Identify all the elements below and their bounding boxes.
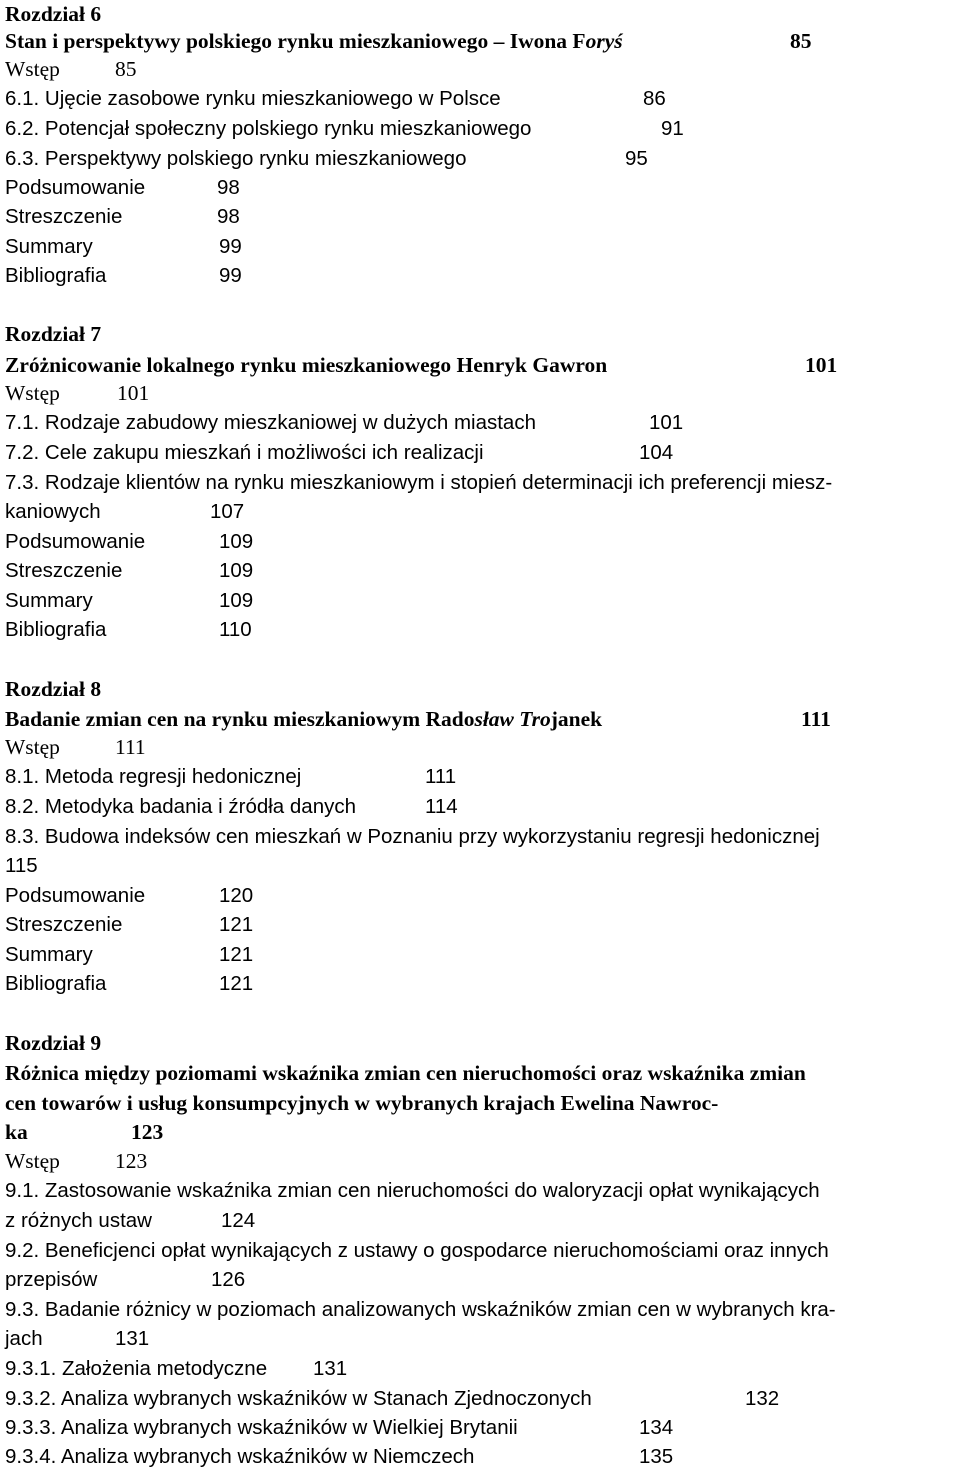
entry-text: przepisów (5, 1268, 98, 1291)
entry-page: 115 (5, 854, 38, 877)
entry-text: 8.1. Metoda regresji hedonicznej (5, 765, 302, 788)
toc-entry (5, 173, 305, 202)
entry-page: 86 (643, 87, 666, 110)
entry-page: 114 (425, 795, 458, 818)
entry-page: 95 (625, 147, 648, 170)
entry-text: 7.3. Rodzaje klientów na rynku mieszkaniowym i stopień determinacji ich preferencji miesz- (5, 471, 833, 494)
entry-text: 6.1. Ujęcie zasobowe rynku mieszkaniowego w Polsce (5, 87, 501, 110)
chapter-label: Rozdział 7 (5, 322, 102, 346)
entry-text: kaniowych (5, 500, 101, 523)
toc-entry (5, 733, 305, 762)
entry-text: Podsumowanie (5, 530, 146, 553)
entry-page: 131 (313, 1357, 348, 1380)
entry-page: 85 (115, 57, 137, 81)
entry-page: 107 (210, 500, 245, 523)
chapter-page-number: 123 (131, 1120, 164, 1144)
entry-text: 9.3.3. Analiza wybranych wskaźników w Wielkiej Brytanii (5, 1416, 518, 1439)
toc-entry (5, 527, 305, 556)
entry-page: 98 (217, 176, 240, 199)
toc-entry-continuation (5, 1265, 405, 1294)
entry-page: 91 (661, 117, 684, 140)
entry-page: 126 (211, 1268, 246, 1291)
entry-page: 124 (221, 1209, 256, 1232)
entry-text: 9.3.2. Analiza wybranych wskaźników w Stanach Zjednoczonych (5, 1387, 592, 1410)
entry-page: 111 (425, 765, 457, 788)
entry-page: 121 (219, 943, 254, 966)
toc-entry (5, 762, 705, 791)
entry-text: 6.2. Potencjał społeczny polskiego rynku mieszkaniowego (5, 117, 532, 140)
toc-entry-continuation (5, 497, 305, 526)
entry-text: 7.2. Cele zakupu mieszkań i możliwości ich realizacji (5, 441, 484, 464)
toc-entry (5, 792, 705, 821)
entry-page: 99 (219, 264, 242, 287)
entry-page: 123 (115, 1149, 148, 1173)
entry-text: Streszczenie (5, 913, 123, 936)
toc-entry (5, 144, 705, 173)
entry-text: 6.3. Perspektywy polskiego rynku mieszkaniowego (5, 147, 467, 170)
chapter-title-text-italic: sław Tro (474, 707, 551, 731)
entry-text: 7.1. Rodzaje zabudowy mieszkaniowej w dużych miastach (5, 411, 536, 434)
toc-entry (5, 1295, 960, 1324)
entry-text: Wstęp (5, 1149, 60, 1173)
toc-entry (5, 910, 305, 939)
entry-text: Wstęp (5, 381, 60, 405)
entry-text: Wstęp (5, 735, 60, 759)
toc-entry (5, 969, 305, 998)
toc-entry (5, 1442, 960, 1471)
toc-entry (5, 940, 305, 969)
entry-text: 9.3.1. Założenia metodyczne (5, 1357, 268, 1380)
toc-entry (5, 1176, 960, 1205)
toc-entry (5, 202, 305, 231)
entry-page: 121 (219, 972, 254, 995)
entry-text: 9.3. Badanie różnicy w poziomach analizowanych wskaźników zmian cen w wybranych kra- (5, 1298, 836, 1321)
entry-text: Summary (5, 235, 93, 258)
toc-entry (5, 232, 305, 261)
entry-text: Bibliografia (5, 618, 107, 641)
chapter-label: Rozdział 8 (5, 677, 102, 701)
entry-page: 98 (217, 205, 240, 228)
entry-page: 131 (115, 1327, 150, 1350)
entry-page: 99 (219, 235, 242, 258)
entry-text: 9.2. Beneficjenci opłat wynikających z ustawy o gospodarce nieruchomościami oraz innych (5, 1239, 829, 1262)
toc-entry-continuation (5, 1324, 405, 1353)
chapter-title-text: Różnica między poziomami wskaźnika zmian cen nieruchomości oraz wskaźnika zmian (5, 1061, 806, 1085)
entry-text: Streszczenie (5, 205, 123, 228)
chapter-title-text: Zróżnicowanie lokalnego rynku mieszkaniowego Henryk Gawron (5, 353, 608, 377)
chapter-page-number: 85 (790, 29, 812, 53)
toc-entry (5, 881, 305, 910)
entry-text: 9.3.4. Analiza wybranych wskaźników w Niemczech (5, 1445, 475, 1468)
chapter-label: Rozdział 9 (5, 1031, 102, 1055)
entry-page: 101 (649, 411, 684, 434)
chapter-title (5, 1118, 405, 1147)
chapter-title (5, 27, 960, 56)
entry-text: Summary (5, 943, 93, 966)
toc-entry (5, 84, 705, 113)
toc-entry-continuation (5, 851, 305, 880)
entry-page: 121 (219, 913, 254, 936)
toc-entry (5, 261, 305, 290)
toc-entry (5, 1384, 960, 1413)
toc-entry (5, 379, 305, 408)
toc-entry (5, 1413, 960, 1442)
chapter-title-text: ka (5, 1120, 28, 1144)
entry-text: jach (5, 1327, 43, 1350)
entry-page: 120 (219, 884, 254, 907)
entry-text: Bibliografia (5, 264, 107, 287)
chapter-page-number: 111 (801, 707, 831, 731)
toc-entry-continuation (5, 1206, 405, 1235)
entry-text: Podsumowanie (5, 884, 146, 907)
toc-entry (5, 1236, 960, 1265)
toc-entry (5, 586, 305, 615)
toc-entry (5, 408, 705, 437)
entry-text: Streszczenie (5, 559, 123, 582)
entry-page: 110 (219, 618, 252, 641)
entry-page: 109 (219, 530, 254, 553)
toc-entry (5, 114, 705, 143)
entry-page: 109 (219, 559, 254, 582)
chapter-page-number: 101 (805, 353, 838, 377)
chapter-title-text-italic: oryś (585, 29, 623, 53)
entry-page: 104 (639, 441, 674, 464)
entry-text: z różnych ustaw (5, 1209, 152, 1232)
chapter-label: Rozdział 6 (5, 2, 102, 26)
toc-entry (5, 556, 305, 585)
toc-entry (5, 438, 705, 467)
chapter-title (5, 1059, 960, 1088)
entry-text: 8.3. Budowa indeksów cen mieszkań w Poznaniu przy wykorzystaniu regresji hedonicznej (5, 825, 820, 848)
toc-entry (5, 1147, 305, 1176)
chapter-title (5, 1089, 960, 1118)
entry-text: 9.1. Zastosowanie wskaźnika zmian cen nieruchomości do waloryzacji opłat wynikających (5, 1179, 820, 1202)
chapter-title-text: Stan i perspektywy polskiego rynku mieszkaniowego – Iwona F (5, 29, 586, 53)
toc-entry (5, 615, 305, 644)
entry-text: Bibliografia (5, 972, 107, 995)
entry-text: Podsumowanie (5, 176, 146, 199)
chapter-title (5, 705, 960, 734)
entry-text: Summary (5, 589, 93, 612)
toc-entry (5, 1354, 505, 1383)
toc-entry (5, 822, 960, 851)
entry-page: 135 (639, 1445, 674, 1468)
chapter-title-text: cen towarów i usług konsumpcyjnych w wybranych krajach Ewelina Nawroc- (5, 1091, 719, 1115)
entry-page: 109 (219, 589, 254, 612)
entry-page: 134 (639, 1416, 674, 1439)
toc-entry (5, 468, 960, 497)
entry-page: 132 (745, 1387, 780, 1410)
entry-page: 111 (115, 735, 146, 759)
entry-text: 8.2. Metodyka badania i źródła danych (5, 795, 357, 818)
entry-page: 101 (117, 381, 150, 405)
chapter-title (5, 351, 960, 380)
chapter-title-text: Badanie zmian cen na rynku mieszkaniowym Rado (5, 707, 475, 731)
toc-entry (5, 55, 305, 84)
entry-text: Wstęp (5, 57, 60, 81)
chapter-title-text: janek (550, 707, 603, 731)
